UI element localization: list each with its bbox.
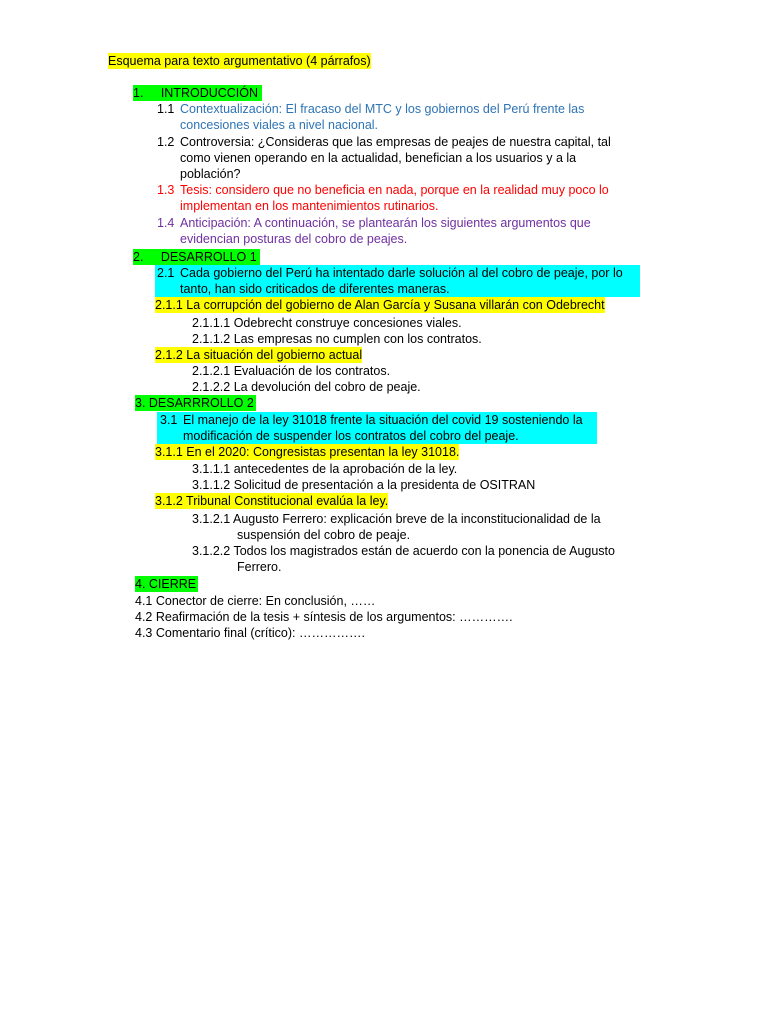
- item-3-1-1-2: 3.1.1.2 Solicitud de presentación a la presidenta de OSITRAN: [192, 478, 536, 492]
- section-heading-desarrollo-1: [133, 249, 260, 265]
- item-3-1-1: 3.1.1 En el 2020: Congresistas presentan la ley 31018.: [155, 445, 460, 459]
- section-number: 1.: [133, 86, 144, 100]
- item-1-4-line-2: evidencian posturas del cobro de peajes.: [180, 232, 408, 246]
- section-heading-introduccion: [133, 85, 262, 101]
- item-3-1-number: 3.1: [160, 413, 178, 427]
- item-2-1-number: 2.1: [157, 266, 175, 280]
- section-title: DESARROLLO 1: [160, 250, 257, 264]
- item-3-1-2-2-line-1: 3.1.2.2 Todos los magistrados están de acuerdo con la ponencia de Augusto: [192, 544, 615, 558]
- item-3-1-2: 3.1.2 Tribunal Constitucional evalúa la ley.: [155, 494, 389, 508]
- item-1-1-line-2: concesiones viales a nivel nacional.: [180, 118, 379, 132]
- item-3-1-1-1: 3.1.1.1 antecedentes de la aprobación de la ley.: [192, 462, 458, 476]
- section-title: INTRODUCCIÓN: [160, 86, 259, 100]
- item-4-1: 4.1 Conector de cierre: En conclusión, ……: [135, 594, 376, 608]
- item-1-3-number: 1.3: [157, 183, 175, 197]
- document-title: Esquema para texto argumentativo (4 párrafos): [108, 54, 371, 68]
- item-1-1-line-1: Contextualización: El fracaso del MTC y los gobiernos del Perú frente las: [180, 102, 585, 116]
- item-3-1-2-2-line-2: Ferrero.: [237, 560, 282, 574]
- item-1-3-line-1: Tesis: considero que no beneficia en nada, porque en la realidad muy poco lo: [180, 183, 609, 197]
- item-3-1-2-1-line-2: suspensión del cobro de peaje.: [237, 528, 411, 542]
- item-2-1-2-1: 2.1.2.1 Evaluación de los contratos.: [192, 364, 391, 378]
- item-1-4-number: 1.4: [157, 216, 175, 230]
- section-number: 2.: [133, 250, 144, 264]
- item-4-3: 4.3 Comentario final (crítico): …………….: [135, 626, 365, 640]
- item-2-1-line-2: tanto, han sido criticados de diferentes maneras.: [180, 282, 450, 296]
- section-heading-desarrollo-2: 3. DESARRROLLO 2: [135, 396, 254, 410]
- item-3-1-line-2: modificación de suspender los contratos del cobro del peaje.: [183, 429, 519, 443]
- item-1-2-line-1: Controversia: ¿Consideras que las empresas de peajes de nuestra capital, tal: [180, 135, 611, 149]
- item-1-3-line-2: implementan en los mantenimientos rutinarios.: [180, 199, 439, 213]
- item-2-1-2: 2.1.2 La situación del gobierno actual: [155, 348, 363, 362]
- item-3-1-2-1-line-1: 3.1.2.1 Augusto Ferrero: explicación breve de la inconstitucionalidad de la: [192, 512, 601, 526]
- item-1-2-number: 1.2: [157, 135, 175, 149]
- section-heading-cierre: 4. CIERRE: [135, 577, 197, 591]
- item-1-2-line-2: como vienen operando en la actualidad, benefician a los usuarios y a la: [180, 151, 577, 165]
- item-3-1-line-1: El manejo de la ley 31018 frente la situación del covid 19 sosteniendo la: [183, 413, 583, 427]
- item-2-1-2-2: 2.1.2.2 La devolución del cobro de peaje.: [192, 380, 421, 394]
- item-1-4-line-1: Anticipación: A continuación, se plantearán los siguientes argumentos que: [180, 216, 591, 230]
- item-4-2: 4.2 Reafirmación de la tesis + síntesis de los argumentos: ………….: [135, 610, 513, 624]
- item-2-1-1-2: 2.1.1.2 Las empresas no cumplen con los contratos.: [192, 332, 482, 346]
- item-2-1-line-1: Cada gobierno del Perú ha intentado darle solución al del cobro de peaje, por lo: [180, 266, 623, 280]
- item-2-1-1: 2.1.1 La corrupción del gobierno de Alan García y Susana villarán con Odebrecht: [155, 298, 605, 312]
- item-1-2-line-3: población?: [180, 167, 241, 181]
- item-2-1-1-1: 2.1.1.1 Odebrecht construye concesiones viales.: [192, 316, 462, 330]
- item-1-1-number: 1.1: [157, 102, 175, 116]
